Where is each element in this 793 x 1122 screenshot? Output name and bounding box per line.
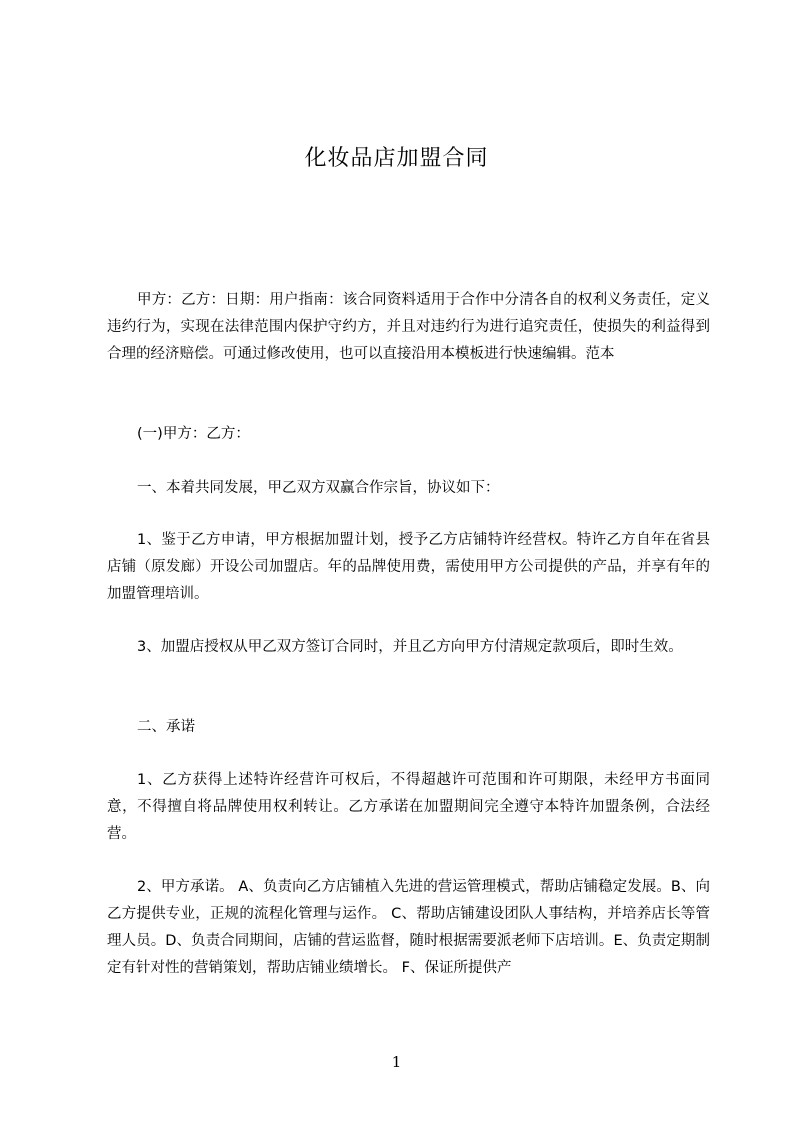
commitment-1-paragraph: 1、乙方获得上述特许经营许可权后，不得超越许可范围和许可期限，未经甲方书面同意，不得擅自将品牌使用权利转让。乙方承诺在加盟期间完全遵守本特许加盟条例，合法经营。 — [107, 772, 710, 842]
clause-1-paragraph: 1、鉴于乙方申请，甲方根据加盟计划，授予乙方店铺特许经营权。特许乙方自年在省县店铺（原发廊）开设公司加盟店。年的品牌使用费，需使用甲方公司提供的产品，并享有年的加盟管理培训。 — [107, 532, 710, 602]
document-title: 化妆品店加盟合同 — [304, 146, 489, 171]
section-heading-agreement: 一、本着共同发展，甲乙双方双赢合作宗旨，协议如下： — [137, 480, 500, 496]
commitment-2-paragraph: 2、甲方承诺。 A、负责向乙方店铺植入先进的营运管理模式，帮助店铺稳定发展。B、向乙方提供专业，正规的流程化管理与运作。 C、帮助店铺建设团队人事结构，并培养店长等管理人员。D、负责合同期间，店铺的营运监督，随时根据需要派老师下店培训。E、负责定期制定有针对性的营销策划，帮助店铺业绩增长。 F、保证所提供产 — [107, 879, 710, 976]
section-heading-commitments: 二、承诺 — [137, 719, 195, 735]
page-number: 1 — [391, 1053, 402, 1071]
clause-3-paragraph: 3、加盟店授权从甲乙双方签订合同时，并且乙方向甲方付清规定款项后，即时生效。 — [137, 639, 683, 655]
parties-line: (一)甲方：乙方： — [137, 426, 250, 442]
intro-paragraph: 甲方：乙方：日期：用户指南：该合同资料适用于合作中分清各自的权利义务责任，定义违约行为，实现在法律范围内保护守约方，并且对违约行为进行追究责任，使损失的利益得到合理的经济赔偿。可通过修改使用，也可以直接沿用本模板进行快速编辑。范本 — [107, 292, 710, 362]
